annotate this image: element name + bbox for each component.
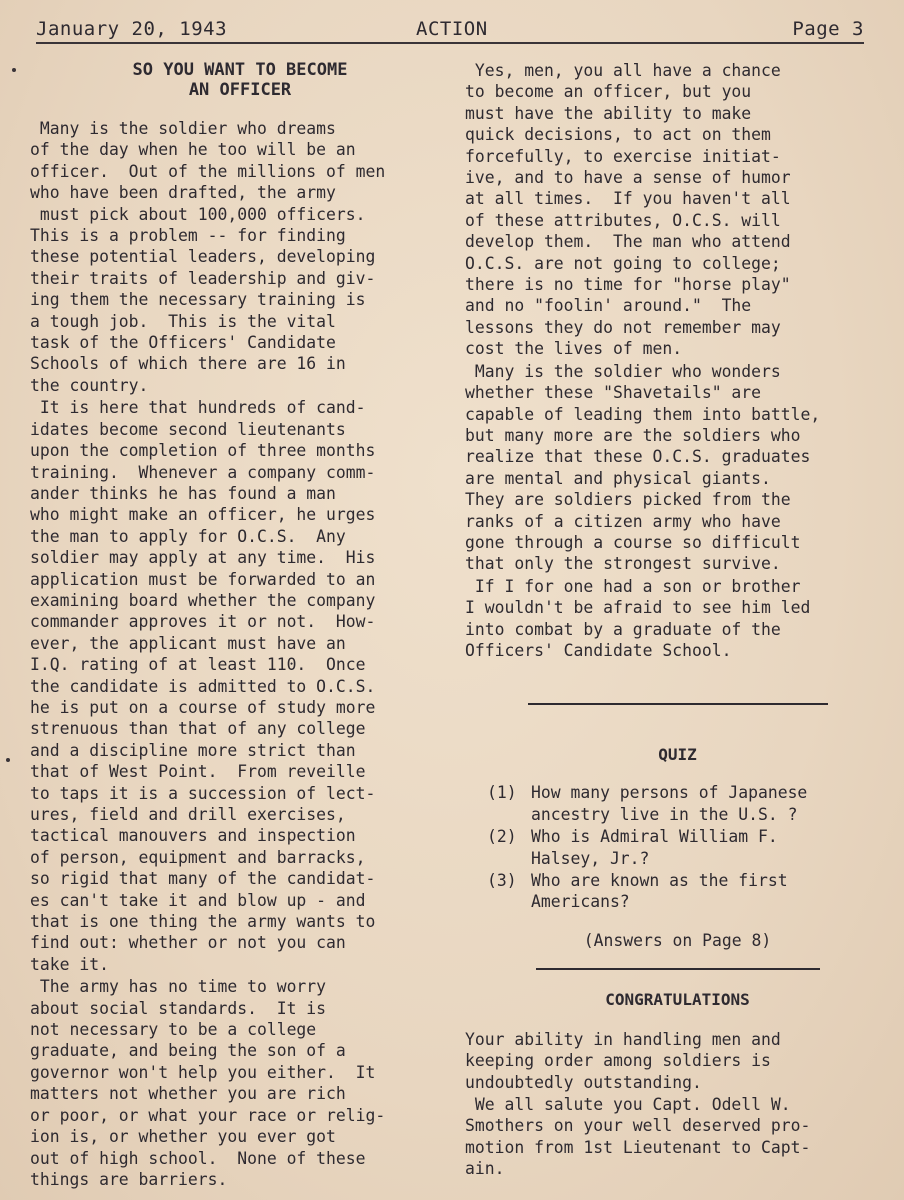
article-paragraph: Many is the soldier who dreams of the day when he too will be an officer. Out of the millions of men who have been drafted, the army must pick about 100,000 officers. This is a problem -- for finding these potential leaders, developing their traits of leadership and giv- ing them the necessary training is a tough job. This is the vital task of the Officers' Candidate Schools of which there are 16 in the country. — [30, 119, 386, 395]
section-divider — [528, 703, 828, 705]
congrats-title: CONGRATULATIONS — [605, 989, 750, 1009]
quiz-item-number: (2) — [487, 827, 517, 847]
left-column — [30, 60, 450, 1190]
quiz-item — [487, 826, 890, 869]
quiz-item-number: (1) — [487, 783, 517, 803]
page-header — [36, 14, 864, 44]
quiz-question: Who are known as the first Americans? — [531, 871, 788, 912]
article-paragraph: It is here that hundreds of cand- idates become second lieutenants upon the completion of three months training. Whenever a company comm- ander thinks he has found a man who might make an officer, he urges the man to apply for O.C.S. Any soldier may apply at any time. His application must be forwarded to an examining board whether the company commander approves it or not. How- ever, the applicant must have an I.Q. rating of at least 110. Once the candidate is admitted to O.C.S. he is put on a course of study more strenuous than that of any college and a discipline more strict than that of West Point. From reveille to taps it is a succession of lect- ures, field and drill exercises, tactical manouvers and inspection of person, equipment and barracks, so rigid that many of the candidat- es can't take it and blow up - and that is one thing the army wants to find out: whether or not you can take it. — [30, 398, 376, 974]
section-divider — [536, 968, 820, 970]
quiz-title: QUIZ — [658, 745, 697, 765]
quiz-answers-note: (Answers on Page 8) — [583, 930, 772, 950]
quiz-question: How many persons of Japanese ancestry live in the U.S. ? — [531, 783, 808, 824]
right-column — [465, 60, 890, 1180]
quiz-list — [487, 782, 890, 912]
quiz-item-number: (3) — [487, 871, 517, 890]
quiz-item — [487, 782, 890, 825]
quiz-question: Who is Admiral William F. Halsey, Jr.? — [531, 827, 778, 868]
article-paragraph: The army has no time to worry about social standards. It is not necessary to be a college graduate, and being the son of a governor won't help you either. It matters not whether you are rich or poor, or what your race or relig- ion is, or whether you ever got out of high school. None of these things are barriers. — [30, 977, 386, 1189]
article-paragraph: Yes, men, you all have a chance to become an officer, but you must have the ability to make quick decisions, to act on them forcefully, to exercise initiat- ive, and to have a sense of humor at all times. If you haven't all of these attributes, O.C.S. will develop them. The man who attend O.C.S. are not going to college; there is no time for "horse play" and no "foolin' around." The lessons they do not remember may cost the lives of men. — [465, 61, 791, 359]
newsletter-title: ACTION — [416, 18, 488, 40]
quiz-section — [465, 745, 890, 949]
congrats-section — [465, 990, 890, 1180]
speck — [12, 68, 16, 72]
speck — [6, 758, 10, 762]
article-paragraph: If I for one had a son or brother I wouldn't be afraid to see him led into combat by a graduate of the Officers' Candidate School. — [465, 576, 811, 660]
quiz-item — [487, 870, 890, 913]
congrats-paragraph: Your ability in handling men and keeping order among soldiers is undoubtedly outstanding. — [465, 1029, 781, 1092]
congrats-paragraph: We all salute you Capt. Odell W. Smothers on your well deserved pro- motion from 1st Lieutenant to Capt- ain. — [465, 1095, 811, 1179]
page-number: Page 3 — [792, 18, 864, 40]
article-title: SO YOU WANT TO BECOME AN OFFICER — [132, 60, 348, 100]
article-paragraph: Many is the soldier who wonders whether these "Shavetails" are capable of leading them into battle, but many more are the soldiers who realize that these O.C.S. graduates are mental and physical giants. They are soldiers picked from the ranks of a citizen army who have gone through a course so difficult that only the strongest survive. — [465, 361, 821, 574]
header-rule — [36, 42, 864, 44]
issue-date: January 20, 1943 — [36, 18, 228, 40]
